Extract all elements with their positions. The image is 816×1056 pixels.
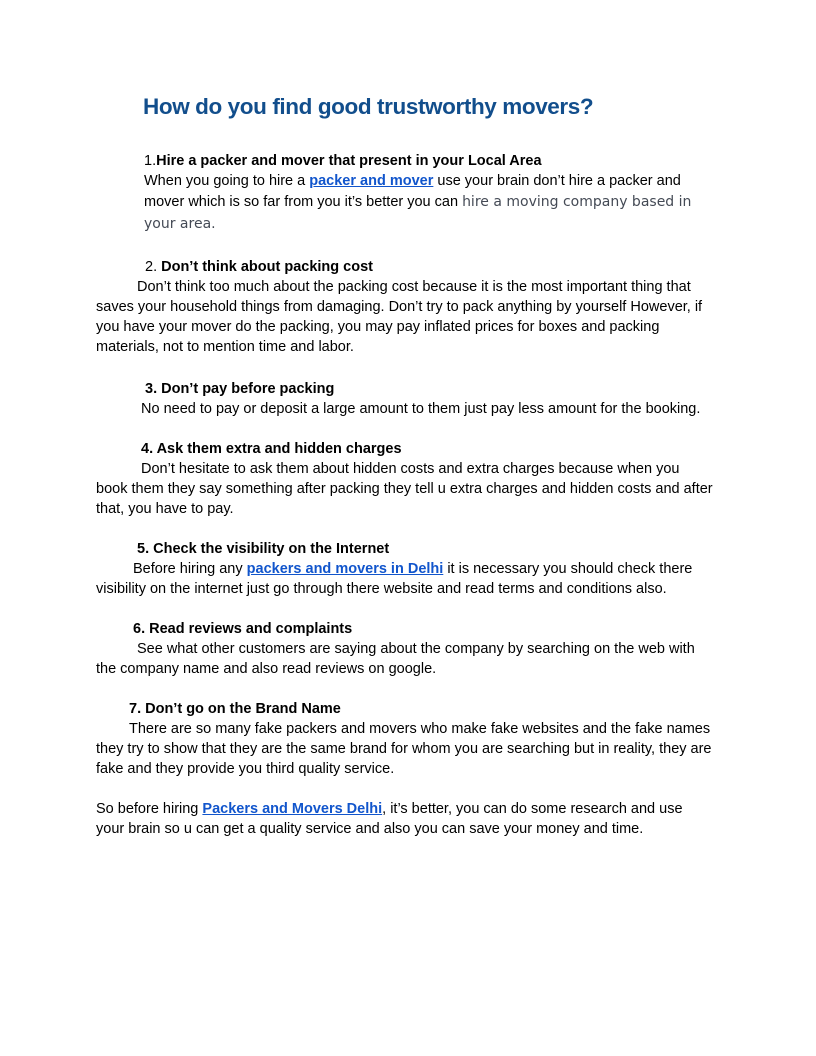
closing-text-cont: , it’s better, you can do some research and use <box>382 801 683 817</box>
section-7-line-2: they try to show that they are the same brand for whom you are searching but in reality, they are <box>96 741 712 757</box>
page-title: How do you find good trustworthy movers? <box>143 94 594 119</box>
section-1-number: 1. <box>144 153 157 169</box>
section-7-line-1: There are so many fake packers and movers who make fake websites and the fake names <box>129 721 711 737</box>
closing-text: So before hiring <box>96 801 203 817</box>
section-5-title: 5. Check the visibility on the Internet <box>137 541 390 557</box>
section-1-line-1 <box>144 171 681 191</box>
section-1-grey-text: hire a moving company based in <box>462 194 692 210</box>
packers-and-movers-delhi-link[interactable]: Packers and Movers Delhi <box>202 801 383 817</box>
section-6-line-2: the company name and also read reviews on google. <box>96 661 437 677</box>
section-4-line-3: that, you have to pay. <box>96 501 234 517</box>
section-2-title: Don’t think about packing cost <box>161 259 373 275</box>
section-1-text-cont: use your brain don’t hire a packer and <box>433 173 681 189</box>
section-7-heading <box>129 699 341 719</box>
section-1-text-2: mover which is so far from you it’s better you can <box>144 194 463 210</box>
section-5-text: Before hiring any <box>133 561 247 577</box>
section-7-title: 7. Don’t go on the Brand Name <box>129 701 341 717</box>
section-5-text-cont: it is necessary you should check there <box>443 561 693 577</box>
section-1-line-2 <box>144 192 691 212</box>
section-2-number: 2. <box>145 259 162 275</box>
packers-and-movers-in-delhi-link[interactable]: packers and movers in Delhi <box>246 561 444 577</box>
section-2-line-2: saves your household things from damaging. Don’t try to pack anything by yourself However, if <box>96 299 703 315</box>
section-5-line-1 <box>133 559 692 579</box>
section-7-line-3: fake and they provide you third quality service. <box>96 761 395 777</box>
packer-and-mover-link[interactable]: packer and mover <box>309 173 434 189</box>
section-1-line-3: your area. <box>144 216 216 232</box>
section-4-heading <box>141 439 402 459</box>
section-2-heading <box>145 257 373 277</box>
section-1-heading <box>144 151 542 171</box>
section-6-title: 6. Read reviews and complaints <box>133 621 353 637</box>
section-4-title: 4. Ask them extra and hidden charges <box>141 441 402 457</box>
section-4-line-1: Don’t hesitate to ask them about hidden costs and extra charges because when you <box>141 461 680 477</box>
section-2-line-3: you have your mover do the packing, you may pay inflated prices for boxes and packing <box>96 319 660 335</box>
section-1-text: When you going to hire a <box>144 173 310 189</box>
section-2-line-1: Don’t think too much about the packing cost because it is the most important thing that <box>137 279 691 295</box>
section-4-line-2: book them they say something after packing they tell u extra charges and hidden costs and after <box>96 481 713 497</box>
section-6-heading <box>133 619 352 639</box>
section-3-line-1: No need to pay or deposit a large amount to them just pay less amount for the booking. <box>141 401 701 417</box>
section-3-title: 3. Don’t pay before packing <box>145 381 335 397</box>
section-5-heading <box>137 539 389 559</box>
closing-line-2: your brain so u can get a quality service and also you can save your money and time. <box>96 821 644 837</box>
closing-line-1 <box>96 799 683 819</box>
section-2-line-4: materials, not to mention time and labor. <box>96 339 354 355</box>
section-6-line-1: See what other customers are saying about the company by searching on the web with <box>137 641 695 657</box>
section-1-title: Hire a packer and mover that present in your Local Area <box>156 153 542 169</box>
section-3-heading <box>145 379 334 399</box>
section-5-line-2: visibility on the internet just go through there website and read terms and conditions also. <box>96 581 667 597</box>
